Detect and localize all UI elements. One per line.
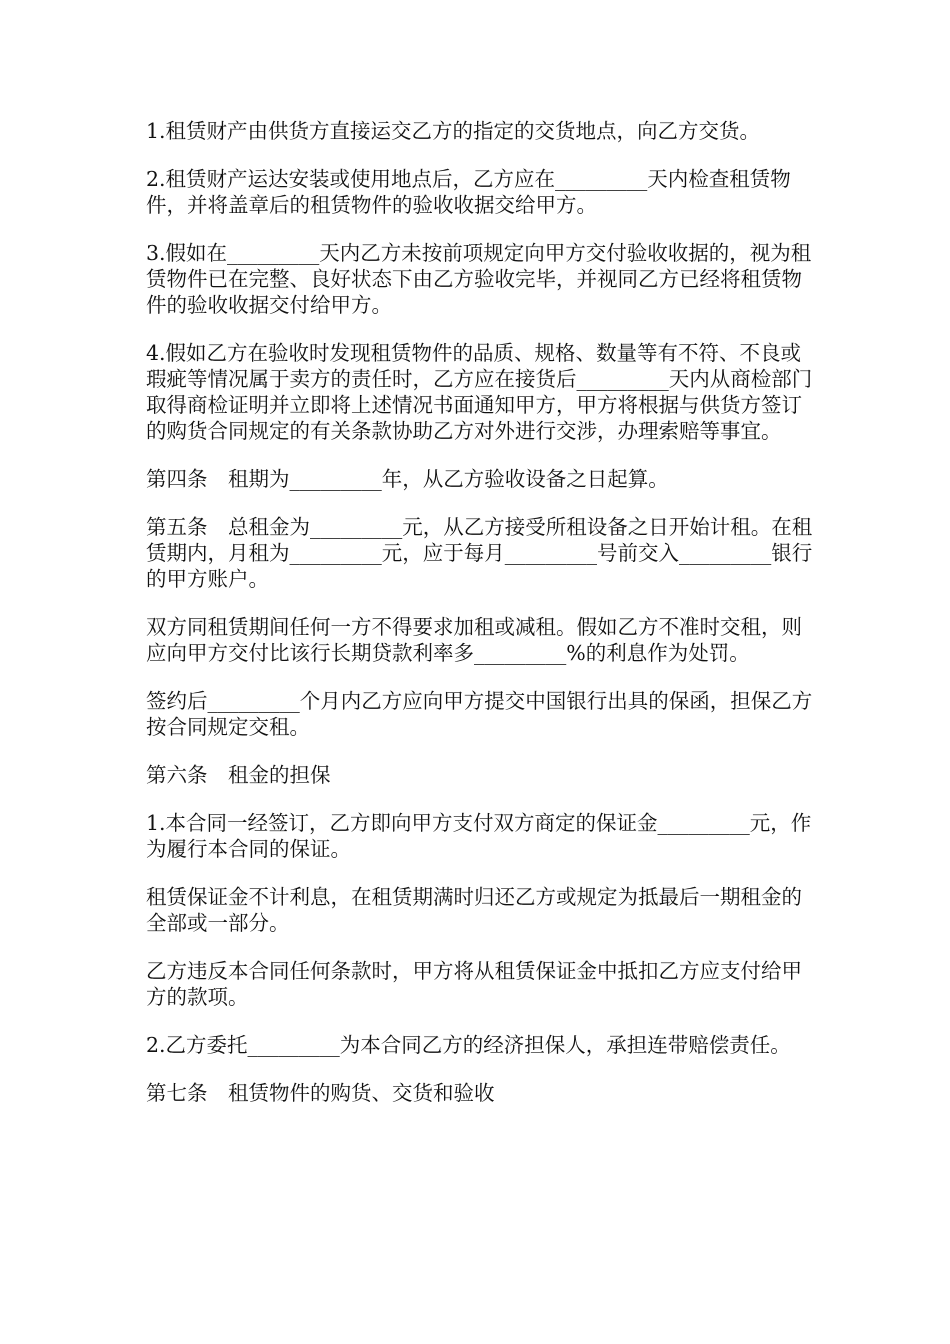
paragraph-deposit-deduction: 乙方违反本合同任何条款时，甲方将从租赁保证金中抵扣乙方应支付给甲方的款项。 xyxy=(146,959,802,1009)
paragraph-delivery: 1.租赁财产由供货方直接运交乙方的指定的交货地点，向乙方交货。 xyxy=(146,119,761,143)
paragraph-rent-adjustment: 双方同租赁期间任何一方不得要求加租或减租。假如乙方不准时交租，则应向甲方交付比该行长期贷款利率多_________%的利息作为处罚。 xyxy=(146,615,802,665)
article-6-rent-guarantee: 第六条 租金的担保 xyxy=(146,763,331,787)
article-7-purchase-delivery: 第七条 租赁物件的购货、交货和验收 xyxy=(146,1081,495,1105)
paragraph-inspection: 2.租赁财产运达安装或使用地点后，乙方应在_________天内检查租赁物件，并将盖章后的租赁物件的验收收据交给甲方。 xyxy=(146,167,791,217)
paragraph-receipt-deadline: 3.假如在_________天内乙方未按前项规定向甲方交付验收收据的，视为租赁物件已在完整、良好状态下由乙方验收完毕，并视同乙方已经将租赁物件的验收收据交付给甲方。 xyxy=(146,241,812,317)
document-body xyxy=(146,118,816,1128)
paragraph-deposit: 1.本合同一经签订，乙方即向甲方支付双方商定的保证金_________元，作为履行本合同的保证。 xyxy=(146,811,812,861)
article-4-lease-term: 第四条 租期为_________年，从乙方验收设备之日起算。 xyxy=(146,467,669,491)
paragraph-deposit-interest: 租赁保证金不计利息，在租赁期满时归还乙方或规定为抵最后一期租金的全部或一部分。 xyxy=(146,885,802,935)
paragraph-bank-guarantee: 签约后_________个月内乙方应向甲方提交中国银行出具的保函，担保乙方按合同规定交租。 xyxy=(146,689,813,739)
article-5-total-rent: 第五条 总租金为_________元，从乙方接受所租设备之日开始计租。在租赁期内，月租为_________元，应于每月_________号前交入_________银行的甲方账户。 xyxy=(146,515,813,591)
paragraph-guarantor: 2.乙方委托_________为本合同乙方的经济担保人，承担连带赔偿责任。 xyxy=(146,1033,791,1057)
paragraph-defects-claim: 4.假如乙方在验收时发现租赁物件的品质、规格、数量等有不符、不良或瑕疵等情况属于卖方的责任时，乙方应在接货后_________天内从商检部门取得商检证明并立即将上述情况书面通知甲方，甲方将根据与供货方签订的购货合同规定的有关条款协助乙方对外进行交涉，办理索赔等事宜。 xyxy=(146,341,813,443)
